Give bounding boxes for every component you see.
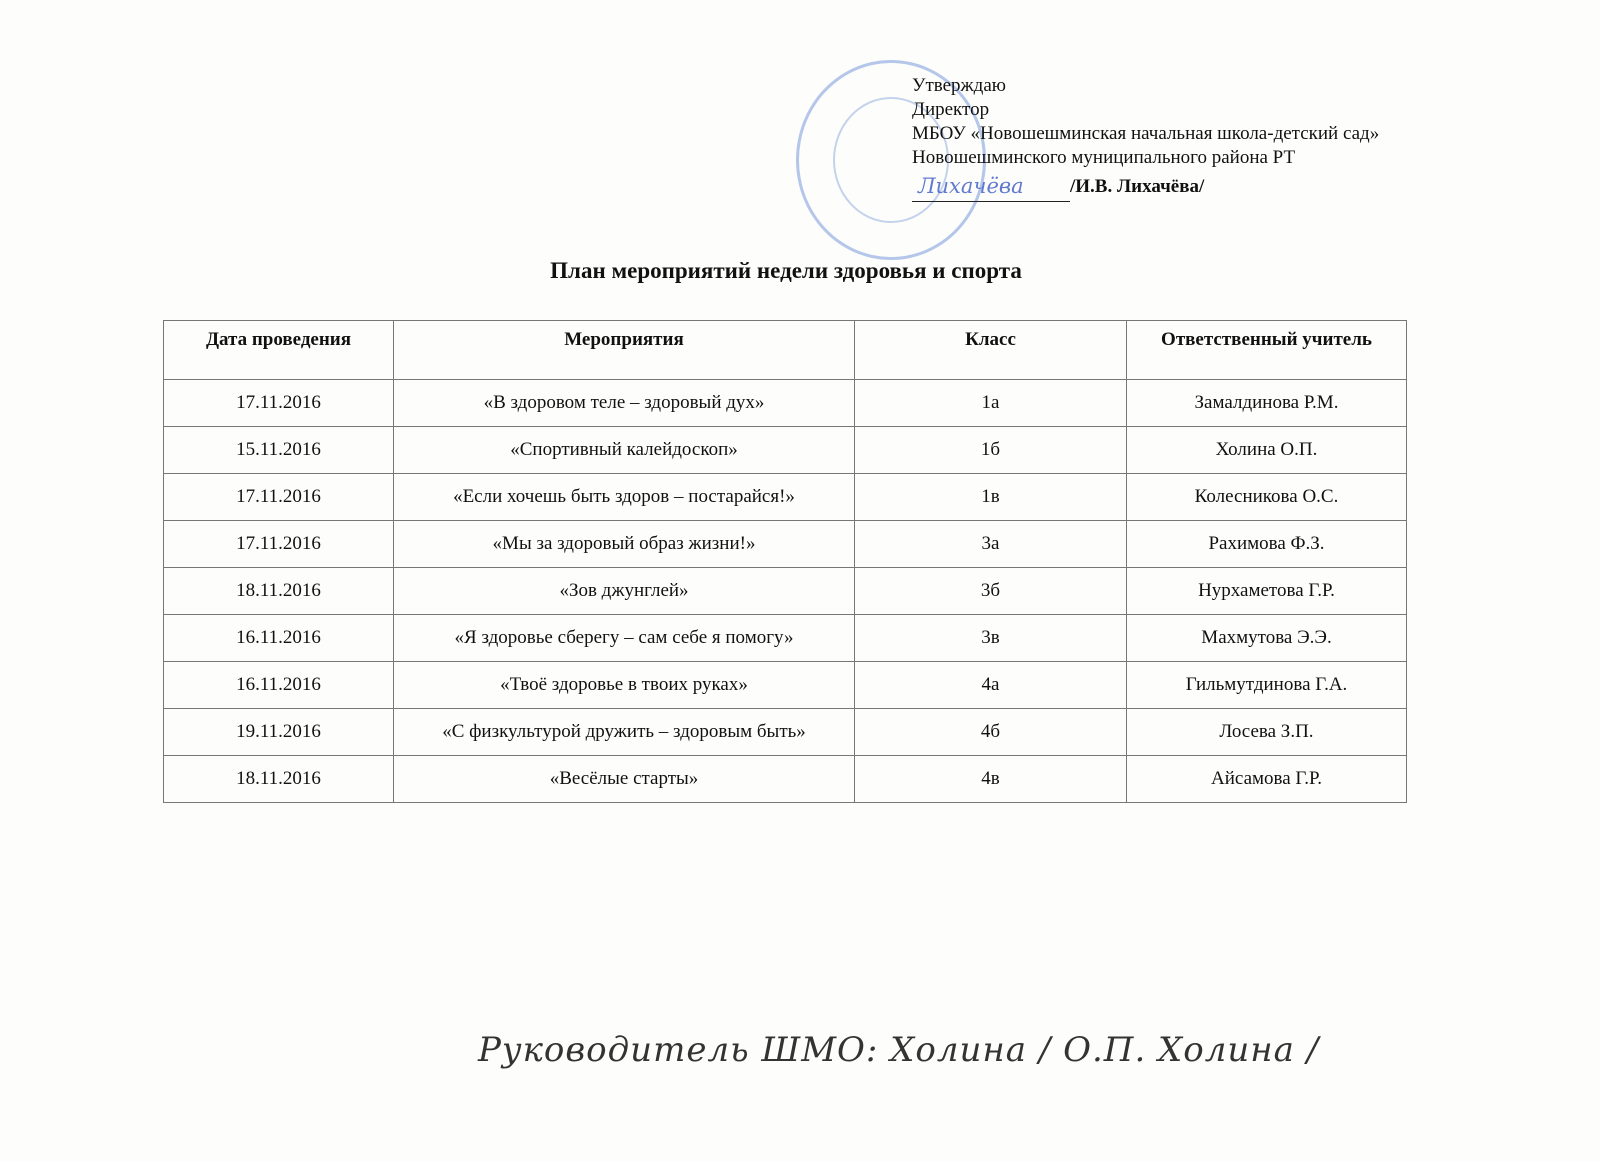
cell-class: 1а	[855, 380, 1127, 427]
approval-line: Утверждаю	[912, 75, 1006, 96]
table-row	[164, 662, 1407, 709]
header-event: Мероприятия	[394, 321, 855, 380]
cell-class: 4в	[855, 756, 1127, 803]
cell-class: 3в	[855, 615, 1127, 662]
cell-event: «Если хочешь быть здоров – постарайся!»	[394, 474, 855, 521]
cell-event: «Мы за здоровый образ жизни!»	[394, 521, 855, 568]
cell-date: 17.11.2016	[164, 474, 394, 521]
cell-class: 4б	[855, 709, 1127, 756]
cell-date: 16.11.2016	[164, 615, 394, 662]
approval-block	[912, 74, 1379, 202]
approval-position: Директор	[912, 99, 990, 120]
cell-teacher: Айсамова Г.Р.	[1127, 756, 1407, 803]
cell-date: 18.11.2016	[164, 568, 394, 615]
table-row	[164, 709, 1407, 756]
cell-teacher: Рахимова Ф.З.	[1127, 521, 1407, 568]
table-row	[164, 615, 1407, 662]
table-row	[164, 474, 1407, 521]
cell-teacher: Замалдинова Р.М.	[1127, 380, 1407, 427]
table-body	[164, 380, 1407, 803]
table-row	[164, 427, 1407, 474]
cell-teacher: Лосева З.П.	[1127, 709, 1407, 756]
approval-district: Новошешминского муниципального района РТ	[912, 147, 1296, 168]
cell-class: 1в	[855, 474, 1127, 521]
cell-date: 15.11.2016	[164, 427, 394, 474]
cell-event: «Весёлые старты»	[394, 756, 855, 803]
events-table	[163, 320, 1407, 803]
cell-teacher: Холина О.П.	[1127, 427, 1407, 474]
cell-event: «С физкультурой дружить – здоровым быть»	[394, 709, 855, 756]
cell-event: «Зов джунглей»	[394, 568, 855, 615]
cell-date: 19.11.2016	[164, 709, 394, 756]
table-header-row	[164, 321, 1407, 380]
cell-date: 18.11.2016	[164, 756, 394, 803]
signature-line	[912, 173, 1070, 202]
cell-event: «Твоё здоровье в твоих руках»	[394, 662, 855, 709]
cell-class: 3а	[855, 521, 1127, 568]
cell-date: 17.11.2016	[164, 521, 394, 568]
cell-class: 4а	[855, 662, 1127, 709]
cell-date: 17.11.2016	[164, 380, 394, 427]
cell-class: 3б	[855, 568, 1127, 615]
cell-event: «В здоровом теле – здоровый дух»	[394, 380, 855, 427]
document-title: План мероприятий недели здоровья и спорта	[550, 258, 1022, 283]
table-row	[164, 521, 1407, 568]
header-teacher: Ответственный учитель	[1127, 321, 1407, 380]
table-row	[164, 380, 1407, 427]
cell-teacher: Гильмутдинова Г.А.	[1127, 662, 1407, 709]
header-class: Класс	[855, 321, 1127, 380]
cell-teacher: Колесникова О.С.	[1127, 474, 1407, 521]
table-row	[164, 568, 1407, 615]
header-date: Дата проведения	[164, 321, 394, 380]
cell-date: 16.11.2016	[164, 662, 394, 709]
cell-event: «Спортивный калейдоскоп»	[394, 427, 855, 474]
signatory-name: /И.В. Лихачёва/	[1070, 176, 1205, 197]
cell-event: «Я здоровье сберегу – сам себе я помогу»	[394, 615, 855, 662]
cell-teacher: Махмутова Э.Э.	[1127, 615, 1407, 662]
approval-organization: МБОУ «Новошешминская начальная школа-детский сад»	[912, 123, 1380, 144]
handwritten-signature: Лихачёва	[918, 174, 1024, 198]
cell-class: 1б	[855, 427, 1127, 474]
table-row	[164, 756, 1407, 803]
cell-teacher: Нурхаметова Г.Р.	[1127, 568, 1407, 615]
approval-signature-row	[912, 172, 1379, 202]
handwritten-footer: Руководитель ШМО: Холина / О.П. Холина /	[478, 1030, 1320, 1070]
